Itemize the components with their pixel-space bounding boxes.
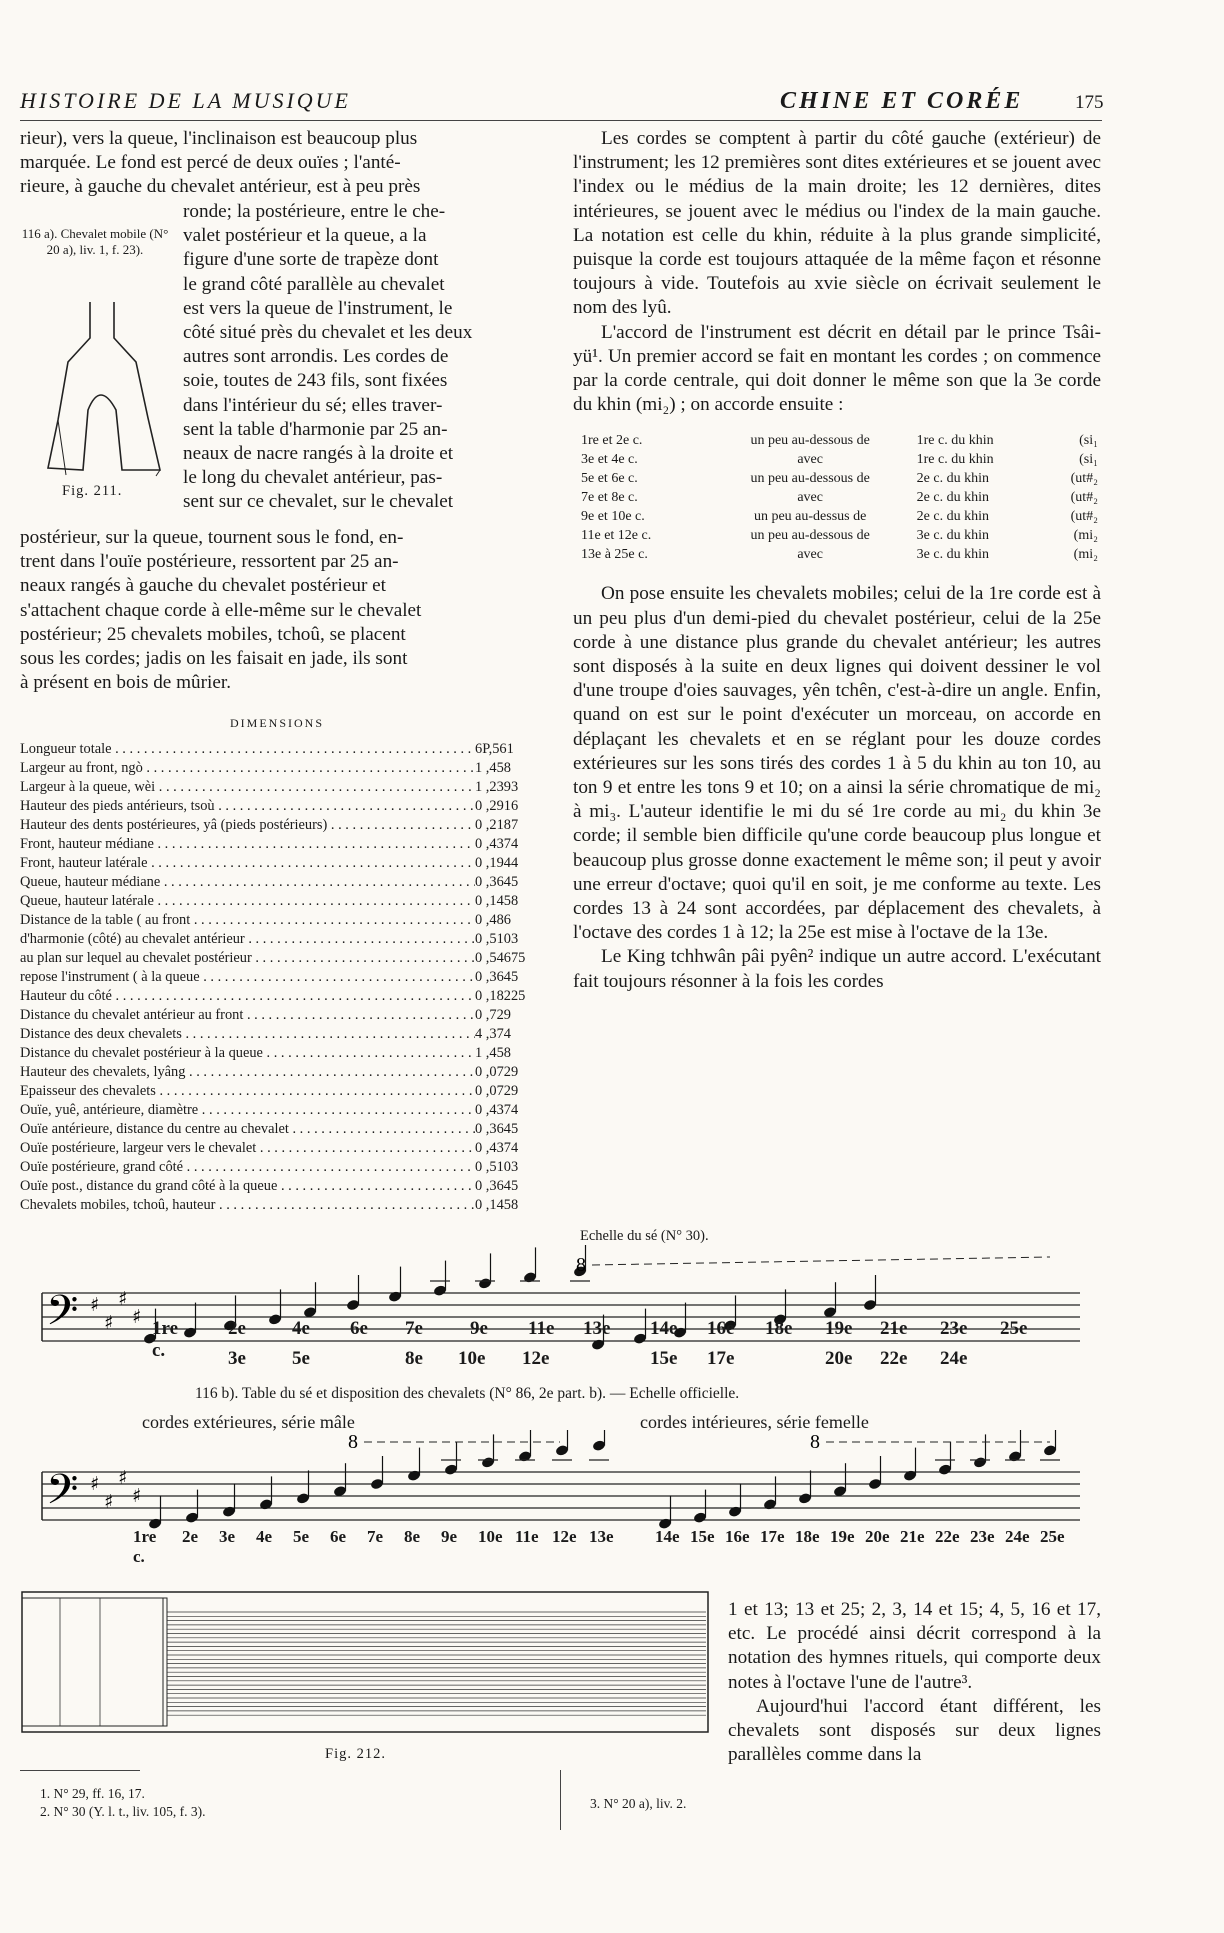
string-number: 17e xyxy=(760,1527,785,1546)
dimension-row xyxy=(20,930,550,949)
text-line: s'attachent chaque corde à elle-même sur le chevalet xyxy=(20,599,422,621)
string-number: 10e xyxy=(478,1527,503,1546)
accord-cell: un peu au-dessous de xyxy=(750,528,870,544)
accord-cell: 5e et 6e c. xyxy=(581,471,638,487)
score2-left-title: cordes extérieures, série mâle xyxy=(142,1412,355,1432)
dimension-row xyxy=(20,1139,550,1158)
string-number: 11e xyxy=(515,1527,539,1546)
dimension-row xyxy=(20,1044,550,1063)
dimension-value: 0 ,729 xyxy=(475,1007,511,1023)
string-number: 8e xyxy=(404,1527,421,1546)
dimension-value: 0 ,5103 xyxy=(475,1159,519,1175)
dimension-label: Distance du chevalet antérieur au front . . . xyxy=(20,1006,475,1025)
accord-cell: un peu au-dessous de xyxy=(750,433,870,449)
bass-clef: 𝄢 xyxy=(46,1285,79,1345)
dimension-value: 0 ,0729 xyxy=(475,1064,519,1080)
text-line: rieure, à gauche du chevalet antérieur, est à peu près xyxy=(20,176,421,198)
dimension-value: 0 ,3645 xyxy=(475,874,519,890)
text-line: soie, toutes de 243 fils, sont fixées xyxy=(183,370,448,392)
accord-cell: 7e et 8e c. xyxy=(581,490,638,506)
string-number: 8e xyxy=(405,1348,423,1369)
sharp-sign: ♯ xyxy=(90,1472,100,1495)
dimension-row xyxy=(20,1082,550,1101)
fig-211-side-caption: 116 a). Chevalet mobile (N° 20 a), liv. 1, f. 23). xyxy=(21,226,169,257)
right-column xyxy=(573,127,1101,994)
string-number: 14e xyxy=(655,1527,680,1546)
left-column-end xyxy=(20,526,550,695)
dimension-value: 1 ,458 xyxy=(475,1045,511,1061)
dimension-row xyxy=(20,1101,550,1120)
string-number: 2e xyxy=(228,1318,246,1339)
paragraph: Aujourd'hui l'accord étant différent, les chevalets sont disposés sur deux lignes parallèles comme dans la xyxy=(728,1695,1101,1766)
accord-cell: (si₁ xyxy=(1079,433,1098,449)
string-number: 21e xyxy=(900,1527,925,1546)
dimension-row xyxy=(20,835,550,854)
string-number: 17e xyxy=(707,1348,735,1369)
string-number: 24e xyxy=(1005,1527,1030,1546)
dimension-value: 0 ,54675 xyxy=(475,950,526,966)
accord-cell: 3e c. du khin xyxy=(916,547,989,563)
text-line: côté situé près du chevalet et les deux xyxy=(183,322,473,344)
dimension-label: Hauteur du côté . . . xyxy=(20,987,475,1006)
dimension-row xyxy=(20,1063,550,1082)
string-number: 1re c. xyxy=(152,1318,179,1361)
dimension-value: 1 ,2393 xyxy=(475,779,519,795)
header-rule xyxy=(20,120,1102,121)
string-number: 5e xyxy=(293,1527,310,1546)
dimension-value: 0 ,1944 xyxy=(475,855,519,871)
accord-cell: (mi₂ xyxy=(1073,528,1098,544)
fig-211-label: Fig. 211. xyxy=(62,483,123,499)
dimension-label: Front, hauteur latérale . . . xyxy=(20,854,475,873)
accord-cell: 1re et 2e c. xyxy=(581,433,643,449)
dimension-label: repose l'instrument ( à la queue . . . xyxy=(20,968,475,987)
fig-212-label: Fig. 212. xyxy=(325,1746,386,1762)
fig-212-side-text xyxy=(728,1598,1101,1767)
dimension-row xyxy=(20,1177,550,1196)
running-head-left: HISTOIRE DE LA MUSIQUE xyxy=(20,88,351,113)
accord-cell: (ut#₂ xyxy=(1070,509,1098,525)
paragraph: Le King tchhwân pâi pyên² indique un autre accord. L'exécutant fait toujours résonner à la fois les cordes xyxy=(573,946,1101,992)
text-line: ronde; la postérieure, entre le che- xyxy=(183,201,446,222)
text-line: sent sur ce chevalet, sur le chevalet xyxy=(183,491,454,513)
string-number: 16e xyxy=(707,1318,735,1339)
left-column-wrap xyxy=(183,200,550,515)
string-number: 15e xyxy=(650,1348,678,1369)
score2-right-title: cordes intérieures, série femelle xyxy=(640,1412,869,1432)
dimension-value: 0 ,5103 xyxy=(475,931,519,947)
dimension-label: Ouïe postérieure, grand côté . . . xyxy=(20,1158,475,1177)
dimension-label: Longueur totale . . . xyxy=(20,740,475,759)
dimension-row xyxy=(20,854,550,873)
string-number: 5e xyxy=(292,1348,310,1369)
string-number: 2e xyxy=(182,1527,199,1546)
string-number: 14e xyxy=(650,1318,678,1339)
octave-mark: 8 xyxy=(348,1431,358,1453)
dimension-label: d'harmonie (côté) au chevalet antérieur . . . xyxy=(20,930,475,949)
page-number: 175 xyxy=(1075,92,1104,113)
accord-cell: (mi₂ xyxy=(1073,547,1098,563)
dimension-row xyxy=(20,778,550,797)
sharp-sign: ♯ xyxy=(104,1490,114,1513)
string-number: 18e xyxy=(765,1318,793,1339)
sharp-sign: ♯ xyxy=(132,1305,142,1328)
dimension-label: Distance des deux chevalets . . . xyxy=(20,1025,475,1044)
string-number: 6e xyxy=(350,1318,368,1339)
accord-cell: (si₁ xyxy=(1079,452,1098,468)
dimension-row xyxy=(20,1158,550,1177)
dimension-value: 0 ,18225 xyxy=(475,988,526,1004)
dimension-label: Ouïe antérieure, distance du centre au chevalet . . . xyxy=(20,1120,475,1139)
dimension-value: 0 ,3645 xyxy=(475,969,519,985)
dimension-row xyxy=(20,816,550,835)
dimension-row xyxy=(20,892,550,911)
dimension-label: Distance du chevalet postérieur à la queue . . . xyxy=(20,1044,475,1063)
octave-mark: 8 xyxy=(810,1431,820,1453)
string-number: 20e xyxy=(865,1527,890,1546)
accord-row xyxy=(581,507,1101,526)
dimension-value: 0 ,4374 xyxy=(475,1140,519,1156)
text-line: trent dans l'ouïe postérieure, ressortent par 25 an- xyxy=(20,551,399,573)
column-separator xyxy=(560,1770,561,1830)
dimension-value: 6P,561 xyxy=(475,741,514,757)
dimension-row xyxy=(20,911,550,930)
dimension-row xyxy=(20,949,550,968)
string-number: 13e xyxy=(589,1527,614,1546)
dimension-label: Ouïe post., distance du grand côté à la queue . . . xyxy=(20,1177,475,1196)
text-line: sent la table d'harmonie par 25 an- xyxy=(183,418,448,440)
dimension-row xyxy=(20,1196,550,1215)
accord-cell: avec xyxy=(797,490,823,506)
string-number: 18e xyxy=(795,1527,820,1546)
string-number: 15e xyxy=(690,1527,715,1546)
dimension-row xyxy=(20,797,550,816)
accord-cell: un peu au-dessous de xyxy=(750,471,870,487)
string-number: 7e xyxy=(367,1527,384,1546)
dimension-row xyxy=(20,1025,550,1044)
dimension-label: Hauteur des chevalets, lyâng . . . xyxy=(20,1063,475,1082)
string-number: 10e xyxy=(458,1348,486,1369)
string-number: 6e xyxy=(330,1527,347,1546)
sharp-sign: ♯ xyxy=(90,1293,100,1316)
dimension-label: Ouïe postérieure, largeur vers le chevalet . . . xyxy=(20,1139,475,1158)
accord-cell: (ut#₂ xyxy=(1070,490,1098,506)
string-number: 12e xyxy=(552,1527,577,1546)
dimension-row xyxy=(20,968,550,987)
sharp-sign: ♯ xyxy=(104,1311,114,1334)
dimensions-title: DIMENSIONS xyxy=(230,716,325,730)
string-number: 23e xyxy=(970,1527,995,1546)
dimension-value: 0 ,486 xyxy=(475,912,511,928)
string-number: 7e xyxy=(405,1318,423,1339)
text-line: à présent en bois de mûrier. xyxy=(20,672,231,694)
text-line: le long du chevalet antérieur, pas- xyxy=(183,467,443,489)
string-number: 13e xyxy=(583,1318,611,1339)
footnote-right: 3. N° 20 a), liv. 2. xyxy=(590,1796,687,1811)
dimension-value: 4 ,374 xyxy=(475,1026,511,1042)
dimension-value: 0 ,3645 xyxy=(475,1121,519,1137)
text-line: figure d'une sorte de trapèze dont xyxy=(183,249,439,271)
accord-cell: 1re c. du khin xyxy=(916,452,994,468)
score1-title: Echelle du sé (N° 30). xyxy=(580,1228,709,1244)
paragraph: 1 et 13; 13 et 25; 2, 3, 14 et 15; 4, 5, 16 et 17, etc. Le procédé ainsi décrit correspond à la notation des hymnes rituels, qui comporte deux notes à l'octave l'une de l'autre³. xyxy=(728,1599,1101,1693)
fig-211-bridge-drawing xyxy=(38,300,168,480)
dimension-value: 0 ,1458 xyxy=(475,893,519,909)
dimension-value: 0 ,0729 xyxy=(475,1083,519,1099)
bass-clef: 𝄢 xyxy=(46,1464,79,1524)
text-line: autres sont arrondis. Les cordes de xyxy=(183,346,449,368)
accord-row xyxy=(581,450,1101,469)
dimension-row xyxy=(20,987,550,1006)
running-head-right: CHINE ET CORÉE xyxy=(780,88,1024,114)
accord-cell: 3e et 4e c. xyxy=(581,452,638,468)
text-line: marquée. Le fond est percé de deux ouïes ; l'anté- xyxy=(20,152,401,174)
string-number: 25e xyxy=(1040,1527,1065,1546)
accord-cell: 2e c. du khin xyxy=(916,471,989,487)
text-line: sous les cordes; jadis on les faisait en jade, ils sont xyxy=(20,648,408,670)
dimension-value: 0 ,1458 xyxy=(475,1197,519,1213)
accord-row xyxy=(581,526,1101,545)
accord-row xyxy=(581,431,1101,450)
dimension-value: 1 ,458 xyxy=(475,760,511,776)
score2-staff xyxy=(40,1430,1120,1540)
dimension-label: Queue, hauteur médiane . . . xyxy=(20,873,475,892)
text-line: est vers la queue de l'instrument, le xyxy=(183,297,453,319)
accord-cell: avec xyxy=(797,452,823,468)
left-column-intro xyxy=(20,127,550,200)
dimension-row xyxy=(20,1120,550,1139)
dimension-row xyxy=(20,740,550,759)
dimension-row xyxy=(20,759,550,778)
text-line: le grand côté parallèle au chevalet xyxy=(183,273,445,295)
accord-cell: 3e c. du khin xyxy=(916,528,989,544)
accord-table xyxy=(581,431,1101,564)
footnote: 2. N° 30 (Y. l. t., liv. 105, f. 3). xyxy=(40,1804,206,1819)
accord-cell: (ut#₂ xyxy=(1070,471,1098,487)
accord-row xyxy=(581,488,1101,507)
dimension-label: au plan sur lequel au chevalet postérieur . . . xyxy=(20,949,475,968)
dimension-label: Chevalets mobiles, tchoû, hauteur . . . xyxy=(20,1196,475,1215)
dimension-label: Epaisseur des chevalets . . . xyxy=(20,1082,475,1101)
string-number: 11e xyxy=(528,1318,555,1339)
text-line: postérieur, sur la queue, tournent sous le fond, en- xyxy=(20,527,404,548)
sharp-sign: ♯ xyxy=(118,1287,128,1310)
dimension-value: 0 ,4374 xyxy=(475,1102,519,1118)
accord-cell: 11e et 12e c. xyxy=(581,528,652,544)
accord-row xyxy=(581,545,1101,564)
accord-cell: avec xyxy=(797,547,823,563)
dimension-value: 0 ,3645 xyxy=(475,1178,519,1194)
accord-row xyxy=(581,469,1101,488)
accord-cell: 1re c. du khin xyxy=(916,433,994,449)
string-number: 9e xyxy=(441,1527,458,1546)
footnotes-left xyxy=(40,1785,206,1821)
paragraph: Les cordes se comptent à partir du côté gauche (extérieur) de l'instrument; les 12 premières sont dites extérieures et se jouent avec l'index ou le médius de la main droite; les 12 dernières, dites intérieures, se jouent avec le médius ou l'index de la main gauche. La notation est celle du khin, réduite à la plus grande simplicité, puisque la corde est toujours attaquée de la même façon et résonne toujours à vide. Toutefois au xvie siècle on écrivait seulement le nom des lyû. xyxy=(573,128,1101,319)
string-number: 19e xyxy=(830,1527,855,1546)
footnote: 1. N° 29, ff. 16, 17. xyxy=(40,1786,145,1801)
string-number: 16e xyxy=(725,1527,750,1546)
accord-cell: 13e à 25e c. xyxy=(581,547,648,563)
accord-cell: 9e et 10e c. xyxy=(581,509,645,525)
fig-212-zither-drawing xyxy=(20,1590,710,1735)
string-number: 1re c. xyxy=(133,1527,157,1566)
accord-cell: un peu au-dessus de xyxy=(753,509,867,525)
string-number: 4e xyxy=(292,1318,310,1339)
string-number: 24e xyxy=(940,1348,968,1369)
string-number: 9e xyxy=(470,1318,488,1339)
accord-cell: 2e c. du khin xyxy=(916,490,989,506)
dimension-label: Queue, hauteur latérale . . . xyxy=(20,892,475,911)
string-number: 3e xyxy=(228,1348,246,1369)
string-number: 12e xyxy=(522,1348,550,1369)
text-line: valet postérieur et la queue, a la xyxy=(183,225,427,247)
dimensions-table xyxy=(20,740,550,1215)
dimension-label: Ouïe, yuê, antérieure, diamètre . . . xyxy=(20,1101,475,1120)
sharp-sign: ♯ xyxy=(118,1466,128,1489)
string-number: 19e xyxy=(825,1318,853,1339)
string-number: 20e xyxy=(825,1348,853,1369)
string-number: 22e xyxy=(935,1527,960,1546)
dimension-label: Distance de la table ( au front . . . xyxy=(20,911,475,930)
dimension-label: Largeur à la queue, wèi . . . xyxy=(20,778,475,797)
dimension-label: Largeur au front, ngò . . . xyxy=(20,759,475,778)
dimension-row xyxy=(20,1006,550,1025)
text-line: neaux rangés à gauche du chevalet postérieur et xyxy=(20,575,386,597)
dimension-label: Front, hauteur médiane . . . xyxy=(20,835,475,854)
dimension-value: 0 ,2187 xyxy=(475,817,519,833)
string-number: 3e xyxy=(219,1527,236,1546)
score1-caption: 116 b). Table du sé et disposition des chevalets (N° 86, 2e part. b). — Echelle officielle. xyxy=(195,1385,740,1402)
string-number: 25e xyxy=(1000,1318,1028,1339)
octave-mark: 8 xyxy=(576,1254,586,1276)
octave-line xyxy=(592,1257,1050,1265)
text-line: rieur), vers la queue, l'inclinaison est beaucoup plus xyxy=(20,128,418,149)
dimension-value: 0 ,2916 xyxy=(475,798,519,814)
accord-cell: 2e c. du khin xyxy=(916,509,989,525)
text-line: postérieur; 25 chevalets mobiles, tchoû, se placent xyxy=(20,623,406,645)
text-line: neaux de nacre rangés à la droite et xyxy=(183,443,454,465)
dimension-value: 0 ,4374 xyxy=(475,836,519,852)
string-number: 21e xyxy=(880,1318,908,1339)
paragraph: L'accord de l'instrument est décrit en détail par le prince Tsâi-yü¹. Un premier accord se fait en montant les cordes ; on commence par la corde centrale, qui doit donner le même son que la 3e corde du khin (mi₂) ; on accorde ensuite : xyxy=(573,321,1101,416)
text-line: dans l'intérieur du sé; elles traver- xyxy=(183,394,443,416)
string-number: 23e xyxy=(940,1318,968,1339)
string-number: 4e xyxy=(256,1527,273,1546)
paragraph: On pose ensuite les chevalets mobiles; celui de la 1re corde est à un peu plus d'un demi-pied du chevalet postérieur, celui de la 25e corde à une distance plus grande du chevalet antérieur; les autres sont disposés à la suite en deux lignes qui doivent dessiner le vol d'une troupe d'oies sauvages, yên tchên, c'est-à-dire un angle. Enfin, quand on est sur le point d'exécuter un morceau, on accorde en déplaçant les chevalets et en se réglant pour les douze cordes extérieures sur les sons tirés des cordes 1 à 5 du khin au ton 10, au ton 9 et entre les tons 9 et 10; on a ainsi la série chromatique de mi₂ à mi₃. L'auteur identifie le mi du sé 1re corde au mi₂ du khin 3e corde; il semble bien difficile qu'une corde beaucoup plus longue et beaucoup plus grosse donne exactement le même son; il peut y avoir une erreur d'octave; quoi qu'il en soit, je me conforme au texte. Les cordes 13 à 24 sont accordées, par déplacement des chevalets, à l'octave des cordes 1 à 12; la 25e est mise à l'octave de la 13e. xyxy=(573,583,1101,944)
dimension-label: Hauteur des dents postérieures, yâ (pieds postérieurs) . . . xyxy=(20,816,475,835)
dimension-label: Hauteur des pieds antérieurs, tsoù . . . xyxy=(20,797,475,816)
sharp-sign: ♯ xyxy=(132,1484,142,1507)
string-number: 22e xyxy=(880,1348,908,1369)
footnote-separator xyxy=(20,1770,140,1771)
dimension-row xyxy=(20,873,550,892)
